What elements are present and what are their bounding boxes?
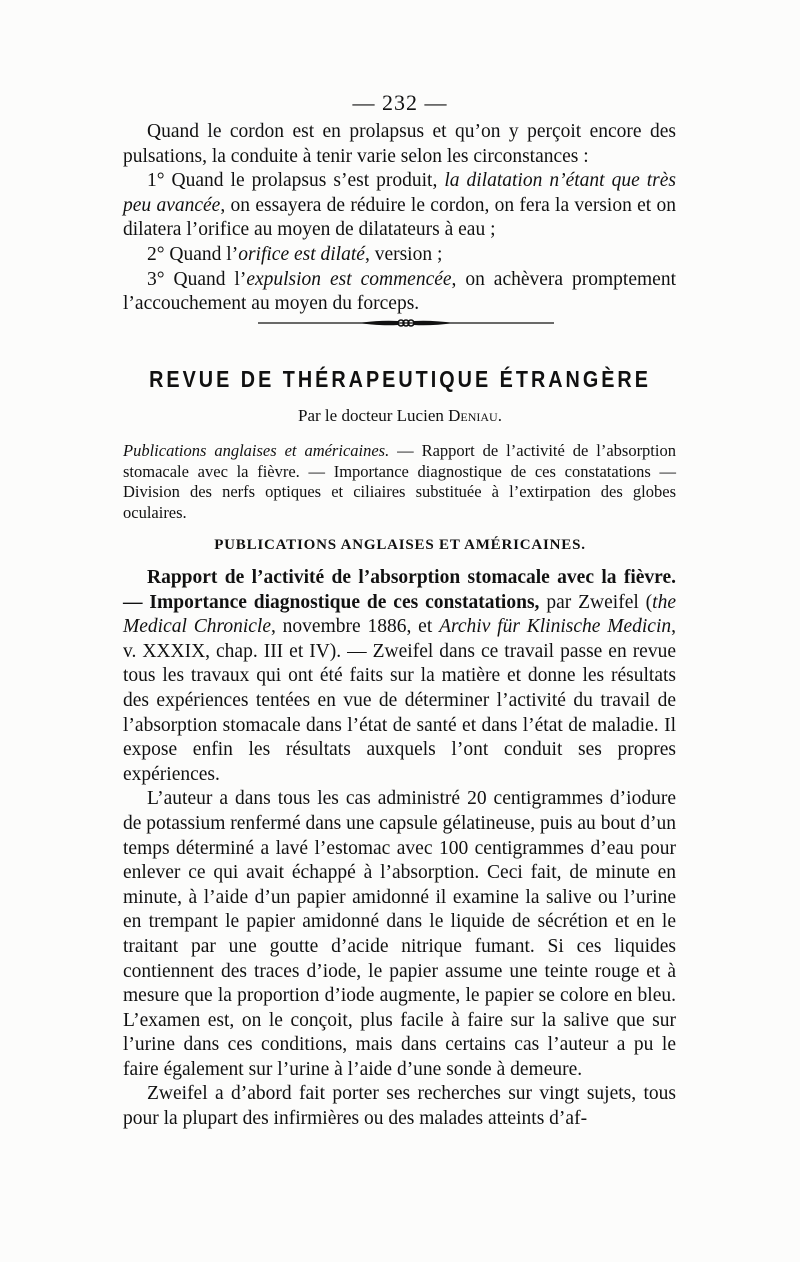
page-number: — 232 — bbox=[352, 90, 448, 115]
list-item-3-rest: , on achèvera promptement l’accouchement au moyen du forceps. bbox=[123, 268, 676, 315]
list-item-2-rest: , version ; bbox=[364, 243, 443, 265]
subsection-heading: PUBLICATIONS ANGLAISES ET AMÉRICAINES. bbox=[214, 537, 586, 553]
author-name: Deniau bbox=[448, 406, 498, 425]
summary bbox=[123, 441, 676, 523]
journal-title-1: the Medical Chronicle bbox=[123, 591, 676, 638]
article-text-1: , v. XXXIX, chap. III et IV). — Zweifel dans ce travail passe en revue tous les travaux qui ont été faits sur la matière et donne les résultats des expériences tentées en vue de déterminer l’activité du travail de l’absorption stomacale dans l’état de santé et dans l’état de maladie. Il expose enfin les résultats auxquels l’ont conduit ses propres expériences. bbox=[123, 616, 677, 785]
ornamental-divider bbox=[258, 315, 554, 331]
list-item-3-lead: 3° Quand l’ bbox=[147, 268, 247, 290]
list-item-1-rest: , on essayera de réduire le cordon, on fera la version et on dilatera l’orifice au moyen de dilatateurs à eau ; bbox=[123, 194, 677, 241]
summary-text: — Rapport de l’activité de l’absorption stomacale avec la fièvre. — Importance diagnostique de ces constatations — Division des nerfs optiques et ciliaires substituée à l’extirpation des globes oculaires. bbox=[123, 441, 676, 522]
article-paragraph-2: L’auteur a dans tous les cas administré 20 centigrammes d’iodure de potassium renfermé dans une capsule gélatineuse, puis au bout d’un temps déterminé a lavé l’estomac avec 100 centigrammes d’eau pour enlever ce qui avait échappé à l’absorption. Ceci fait, de minute en minute, à l’aide d’un papier amidonné il examine la salive ou l’urine en trempant le papier amidonné dans le liquide de sécrétion et en le traitant par une goutte d’acide nitrique fumant. Si ces liquides contiennent des traces d’iode, le papier assume une teinte rouge et à mesure que la proportion d’iode augmente, le papier se colore en bleu. L’examen est, on le conçoit, plus facile à faire sur la salive que sur l’urine dans ces conditions, mais dans certains cas l’auteur a pu le faire également sur l’urine à l’aide d’une sonde à demeure. bbox=[123, 788, 676, 1080]
article-heading: Rapport de l’activité de l’absorption stomacale avec la fièvre. — Importance diagnostique de ces constatations, bbox=[123, 567, 676, 613]
list-item-2-emphasis: orifice est dilaté bbox=[238, 243, 365, 265]
journal-title-2: Archiv für Klinische Medicin bbox=[439, 616, 672, 638]
article-paragraph-1 bbox=[123, 566, 676, 787]
section-title: REVUE DE THÉRAPEUTIQUE ÉTRANGÈRE bbox=[149, 366, 651, 392]
article-body bbox=[123, 566, 676, 1132]
article-ref-1: par Zweifel ( bbox=[539, 591, 653, 613]
byline-suffix: . bbox=[497, 406, 502, 425]
summary-lead: Publications anglaises et américaines. bbox=[123, 441, 390, 460]
intro-paragraph bbox=[123, 120, 676, 169]
summary-paragraph bbox=[123, 441, 676, 523]
list-item-3 bbox=[123, 268, 676, 317]
intro-section bbox=[123, 120, 676, 317]
intro-text: Quand le cordon est en prolapsus et qu’on y perçoit encore des pulsations, la conduite à tenir varie selon les circonstances : bbox=[123, 121, 676, 167]
list-item-1-lead: 1° Quand le prolapsus s’est produit, bbox=[147, 170, 445, 192]
article-paragraph-3: Zweifel a d’abord fait porter ses recherches sur vingt sujets, tous pour la plupart des infirmières ou des malades atteints d’af- bbox=[123, 1083, 676, 1130]
list-item-2-lead: 2° Quand l’ bbox=[147, 243, 239, 265]
divider-ornament-icon bbox=[258, 315, 554, 331]
list-item-3-emphasis: expulsion est commencée bbox=[246, 268, 452, 290]
article-ref-2: , novembre 1886, et bbox=[270, 616, 440, 638]
byline bbox=[0, 406, 800, 426]
list-item-2 bbox=[123, 243, 676, 268]
byline-prefix: Par le docteur Lucien bbox=[298, 406, 449, 425]
list-item-1-emphasis: la dilatation n’étant que très peu avancée bbox=[123, 170, 676, 216]
list-item-1 bbox=[123, 169, 676, 243]
